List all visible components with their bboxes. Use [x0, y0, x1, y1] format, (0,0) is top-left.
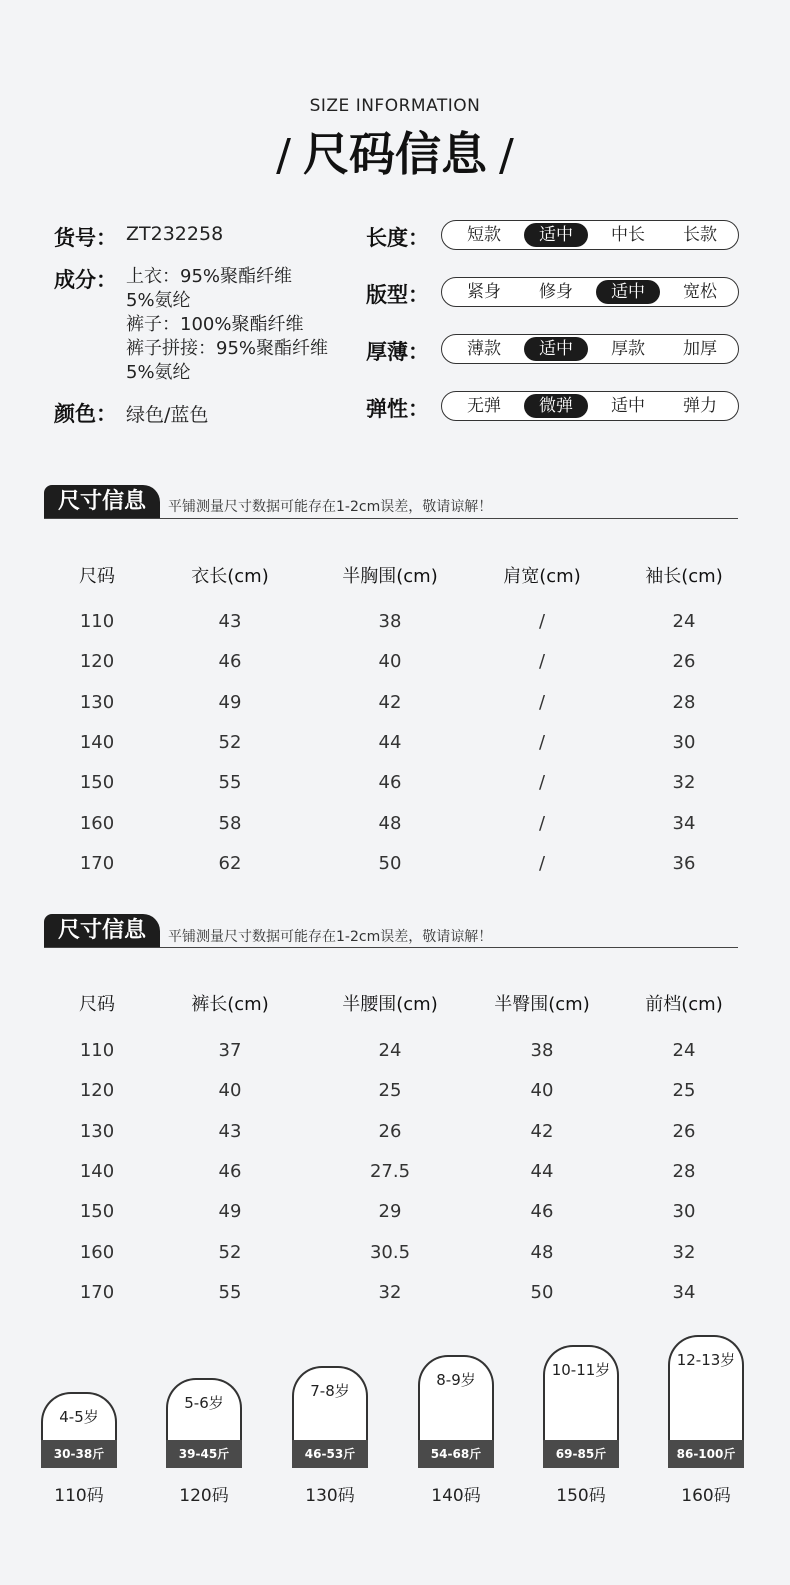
table-cell: 29: [378, 1201, 402, 1223]
attribute-option: 宽松: [683, 282, 717, 302]
attribute-selector: [441, 391, 739, 421]
composition-line: 5%氨纶: [126, 290, 191, 311]
table-cell: 34: [672, 812, 696, 834]
attribute-option: 加厚: [683, 339, 717, 359]
table-cell: 49: [218, 691, 242, 713]
figure-age: 5-6岁: [184, 1394, 224, 1412]
table-cell: 120: [79, 1080, 115, 1102]
page-title: [0, 118, 790, 184]
attribute-option-selected: 微弹: [524, 394, 588, 418]
table-cell: 110: [79, 611, 115, 632]
table-header: 尺码: [79, 994, 115, 1015]
figure-weight: 30-38斤: [41, 1440, 117, 1468]
table-cell: /: [538, 812, 546, 834]
size-figure: [418, 1355, 494, 1468]
title-text: 尺码信息: [303, 127, 487, 181]
figure-weight: 54-68斤: [418, 1440, 494, 1468]
table-cell: 46: [218, 651, 242, 673]
attribute-label: 长度：: [366, 226, 429, 250]
table-cell: 50: [530, 1281, 554, 1303]
table-cell: 49: [218, 1201, 242, 1223]
attribute-label: 厚薄：: [366, 340, 429, 364]
table-cell: 44: [378, 731, 402, 753]
color-label: 颜色：: [54, 402, 117, 426]
attribute-label: 弹性：: [366, 397, 429, 421]
table-cell: 40: [218, 1080, 242, 1102]
title-slash-right: /: [499, 130, 514, 181]
section-tag-top: 尺寸信息: [44, 485, 160, 519]
figure-age: 7-8岁: [310, 1382, 350, 1400]
table-cell: /: [538, 691, 546, 713]
table-cell: 30: [672, 1201, 696, 1223]
table-cell: 27.5: [369, 1160, 411, 1182]
attribute-label: 版型：: [366, 283, 429, 307]
table-cell: 24: [672, 611, 696, 632]
table-header: 半腰围(cm): [342, 994, 438, 1015]
table-cell: 43: [218, 611, 242, 632]
attribute-selector: [441, 220, 739, 250]
attribute-option-selected: 适中: [596, 280, 660, 304]
title-slash-left: /: [276, 130, 291, 181]
table-cell: 40: [378, 651, 402, 673]
table-header: 肩宽(cm): [503, 566, 581, 587]
figure-size-label: 120码: [179, 1486, 229, 1506]
figure-size-label: 140码: [431, 1486, 481, 1506]
table-cell: 46: [218, 1160, 242, 1182]
figure-age: 12-13岁: [676, 1351, 736, 1369]
table-header: 裤长(cm): [191, 994, 269, 1015]
table-cell: 160: [79, 1241, 115, 1263]
table-cell: 52: [218, 1241, 242, 1263]
table-cell: 140: [79, 731, 115, 753]
header-subtitle: SIZE INFORMATION: [309, 96, 481, 116]
table-cell: 46: [530, 1201, 554, 1223]
table-cell: 150: [79, 772, 115, 794]
table-cell: 25: [672, 1080, 696, 1102]
size-figure: [166, 1378, 242, 1468]
figure-age: 10-11岁: [551, 1361, 611, 1379]
composition-line: 裤子：100%聚酯纤维: [126, 314, 304, 335]
table-cell: 44: [530, 1160, 554, 1182]
table-cell: 25: [378, 1080, 402, 1102]
figure-size-label: 130码: [305, 1486, 355, 1506]
figure-size-label: 110码: [54, 1486, 104, 1506]
table-cell: 28: [672, 1160, 696, 1182]
table-cell: 24: [672, 1040, 696, 1061]
size-figure: [292, 1366, 368, 1468]
table-cell: 38: [530, 1040, 554, 1061]
size-figure: [41, 1392, 117, 1468]
table-cell: 37: [218, 1040, 242, 1061]
attribute-option: 无弹: [467, 396, 501, 416]
figure-weight: 86-100斤: [668, 1440, 744, 1468]
table-cell: 150: [79, 1201, 115, 1223]
table-cell: 160: [79, 812, 115, 834]
table-cell: 46: [378, 772, 402, 794]
size-figure: [543, 1345, 619, 1468]
table-cell: 130: [79, 691, 115, 713]
table-cell: 34: [672, 1281, 696, 1303]
attribute-option: 中长: [611, 225, 645, 245]
table-cell: 26: [378, 1120, 402, 1142]
attribute-option: 厚款: [611, 339, 645, 359]
attribute-option-selected: 适中: [524, 223, 588, 247]
table-cell: 170: [79, 1281, 115, 1303]
figure-weight: 39-45斤: [166, 1440, 242, 1468]
table-cell: 40: [530, 1080, 554, 1102]
item-no-value: ZT232258: [126, 223, 224, 245]
table-cell: 130: [79, 1120, 115, 1142]
figure-size-label: 150码: [556, 1486, 606, 1506]
table-cell: 110: [79, 1040, 115, 1061]
attribute-option: 紧身: [467, 282, 501, 302]
table-header: 半胸围(cm): [342, 566, 438, 587]
composition-line: 上衣：95%聚酯纤维: [126, 266, 293, 287]
item-no-label: 货号：: [54, 226, 117, 250]
table-cell: 30: [672, 731, 696, 753]
table-cell: 43: [218, 1120, 242, 1142]
section-note-bottom: 平铺测量尺寸数据可能存在1-2cm误差，敬请谅解！: [168, 929, 493, 945]
attribute-selector: [441, 334, 739, 364]
figure-age: 8-9岁: [436, 1371, 476, 1389]
table-cell: /: [538, 731, 546, 753]
table-cell: 24: [378, 1040, 402, 1061]
table-cell: 26: [672, 651, 696, 673]
table-header: 前档(cm): [645, 994, 723, 1015]
table-cell: 36: [672, 852, 696, 874]
section-divider: [44, 518, 738, 519]
table-cell: 42: [378, 691, 402, 713]
figure-size-label: 160码: [681, 1486, 731, 1506]
table-cell: 55: [218, 1281, 242, 1303]
attribute-option: 长款: [683, 225, 717, 245]
section-tag-bottom: 尺寸信息: [44, 914, 160, 948]
attribute-selector: [441, 277, 739, 307]
section-note-top: 平铺测量尺寸数据可能存在1-2cm误差，敬请谅解！: [168, 499, 493, 515]
table-cell: 26: [672, 1120, 696, 1142]
figure-age: 4-5岁: [59, 1408, 99, 1426]
composition-label: 成分：: [54, 268, 117, 292]
table-cell: 50: [378, 852, 402, 874]
table-cell: 58: [218, 812, 242, 834]
attribute-option: 适中: [611, 396, 645, 416]
figure-weight: 46-53斤: [292, 1440, 368, 1468]
table-cell: 55: [218, 772, 242, 794]
attribute-option: 短款: [467, 225, 501, 245]
section-divider: [44, 947, 738, 948]
table-header: 衣长(cm): [191, 566, 269, 587]
figure-weight: 69-85斤: [543, 1440, 619, 1468]
table-cell: 52: [218, 731, 242, 753]
attribute-option: 薄款: [467, 339, 501, 359]
table-cell: 48: [378, 812, 402, 834]
color-value: 绿色/蓝色: [126, 404, 209, 426]
composition-line: 5%氨纶: [126, 362, 191, 383]
table-cell: 120: [79, 651, 115, 673]
table-header: 袖长(cm): [645, 566, 723, 587]
table-cell: 38: [378, 611, 402, 632]
size-figure: [668, 1335, 744, 1468]
table-cell: /: [538, 852, 546, 874]
table-cell: 32: [672, 772, 696, 794]
table-cell: 32: [672, 1241, 696, 1263]
table-cell: /: [538, 651, 546, 673]
table-cell: /: [538, 772, 546, 794]
table-cell: 28: [672, 691, 696, 713]
table-cell: 62: [218, 852, 242, 874]
attribute-option: 弹力: [683, 396, 717, 416]
table-cell: 30.5: [369, 1241, 411, 1263]
table-cell: 170: [79, 852, 115, 874]
table-header: 尺码: [79, 566, 115, 587]
table-cell: 140: [79, 1160, 115, 1182]
composition-line: 裤子拼接：95%聚酯纤维: [126, 338, 329, 359]
attribute-option: 修身: [539, 282, 573, 302]
table-header: 半臀围(cm): [494, 994, 590, 1015]
attribute-option-selected: 适中: [524, 337, 588, 361]
table-cell: 32: [378, 1281, 402, 1303]
table-cell: /: [538, 611, 546, 632]
table-cell: 48: [530, 1241, 554, 1263]
table-cell: 42: [530, 1120, 554, 1142]
